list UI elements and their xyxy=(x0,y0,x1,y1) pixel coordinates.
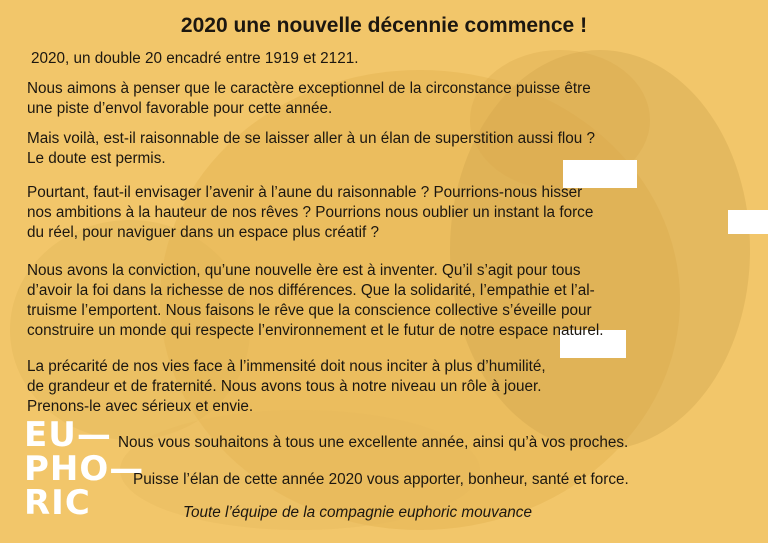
wish-line-1: Nous vous souhaitons à tous une excellente année, ainsi qu’à vos proches. xyxy=(118,434,629,451)
signature: Toute l’équipe de la compagnie euphoric mouvance xyxy=(183,504,532,521)
paragraph-1: Nous aimons à penser que le caractère exceptionnel de la circonstance puisse être une piste d’envol favorable pour cette année. xyxy=(27,80,591,117)
paragraph-5: La précarité de nos vies face à l’immensité doit nous inciter à plus d’humilité, de grandeur et de fraternité. Nous avons tous à notre niveau un rôle à jouer. Prenons-le avec sérieux et envie. xyxy=(27,358,546,415)
logo-line-1: EU— xyxy=(24,415,112,455)
white-patch-2 xyxy=(728,210,768,234)
paragraph-2: Mais voilà, est-il raisonnable de se laisser aller à un élan de superstition aussi flou ? Le doute est permis. xyxy=(27,130,595,167)
logo-line-3: RIC xyxy=(24,483,91,523)
logo-line-2: PHO— xyxy=(24,449,145,489)
paragraph-3: Pourtant, faut-il envisager l’avenir à l’aune du raisonnable ? Pourrions-nous hisser nos ambitions à la hauteur de nos rêves ? Pourrions nous oublier un instant la force du réel, pour naviguer dans un espace plus créatif ? xyxy=(27,184,594,241)
intro-paragraph: 2020, un double 20 encadré entre 1919 et 2121. xyxy=(31,50,359,67)
wish-line-2: Puisse l’élan de cette année 2020 vous apporter, bonheur, santé et force. xyxy=(133,471,629,488)
card-title: 2020 une nouvelle décennie commence ! xyxy=(180,14,588,37)
paragraph-4: Nous avons la conviction, qu’une nouvelle ère est à inventer. Qu’il s’agit pour tous d’avoir la foi dans la richesse de nos différences. Que la solidarité, l’empathie et l’al- truisme l’emportent. Nous faisons le rêve que la conscience collective s’éveille pour construire un monde qui respecte l’environnement et le futur de notre espace naturel. xyxy=(27,262,604,339)
